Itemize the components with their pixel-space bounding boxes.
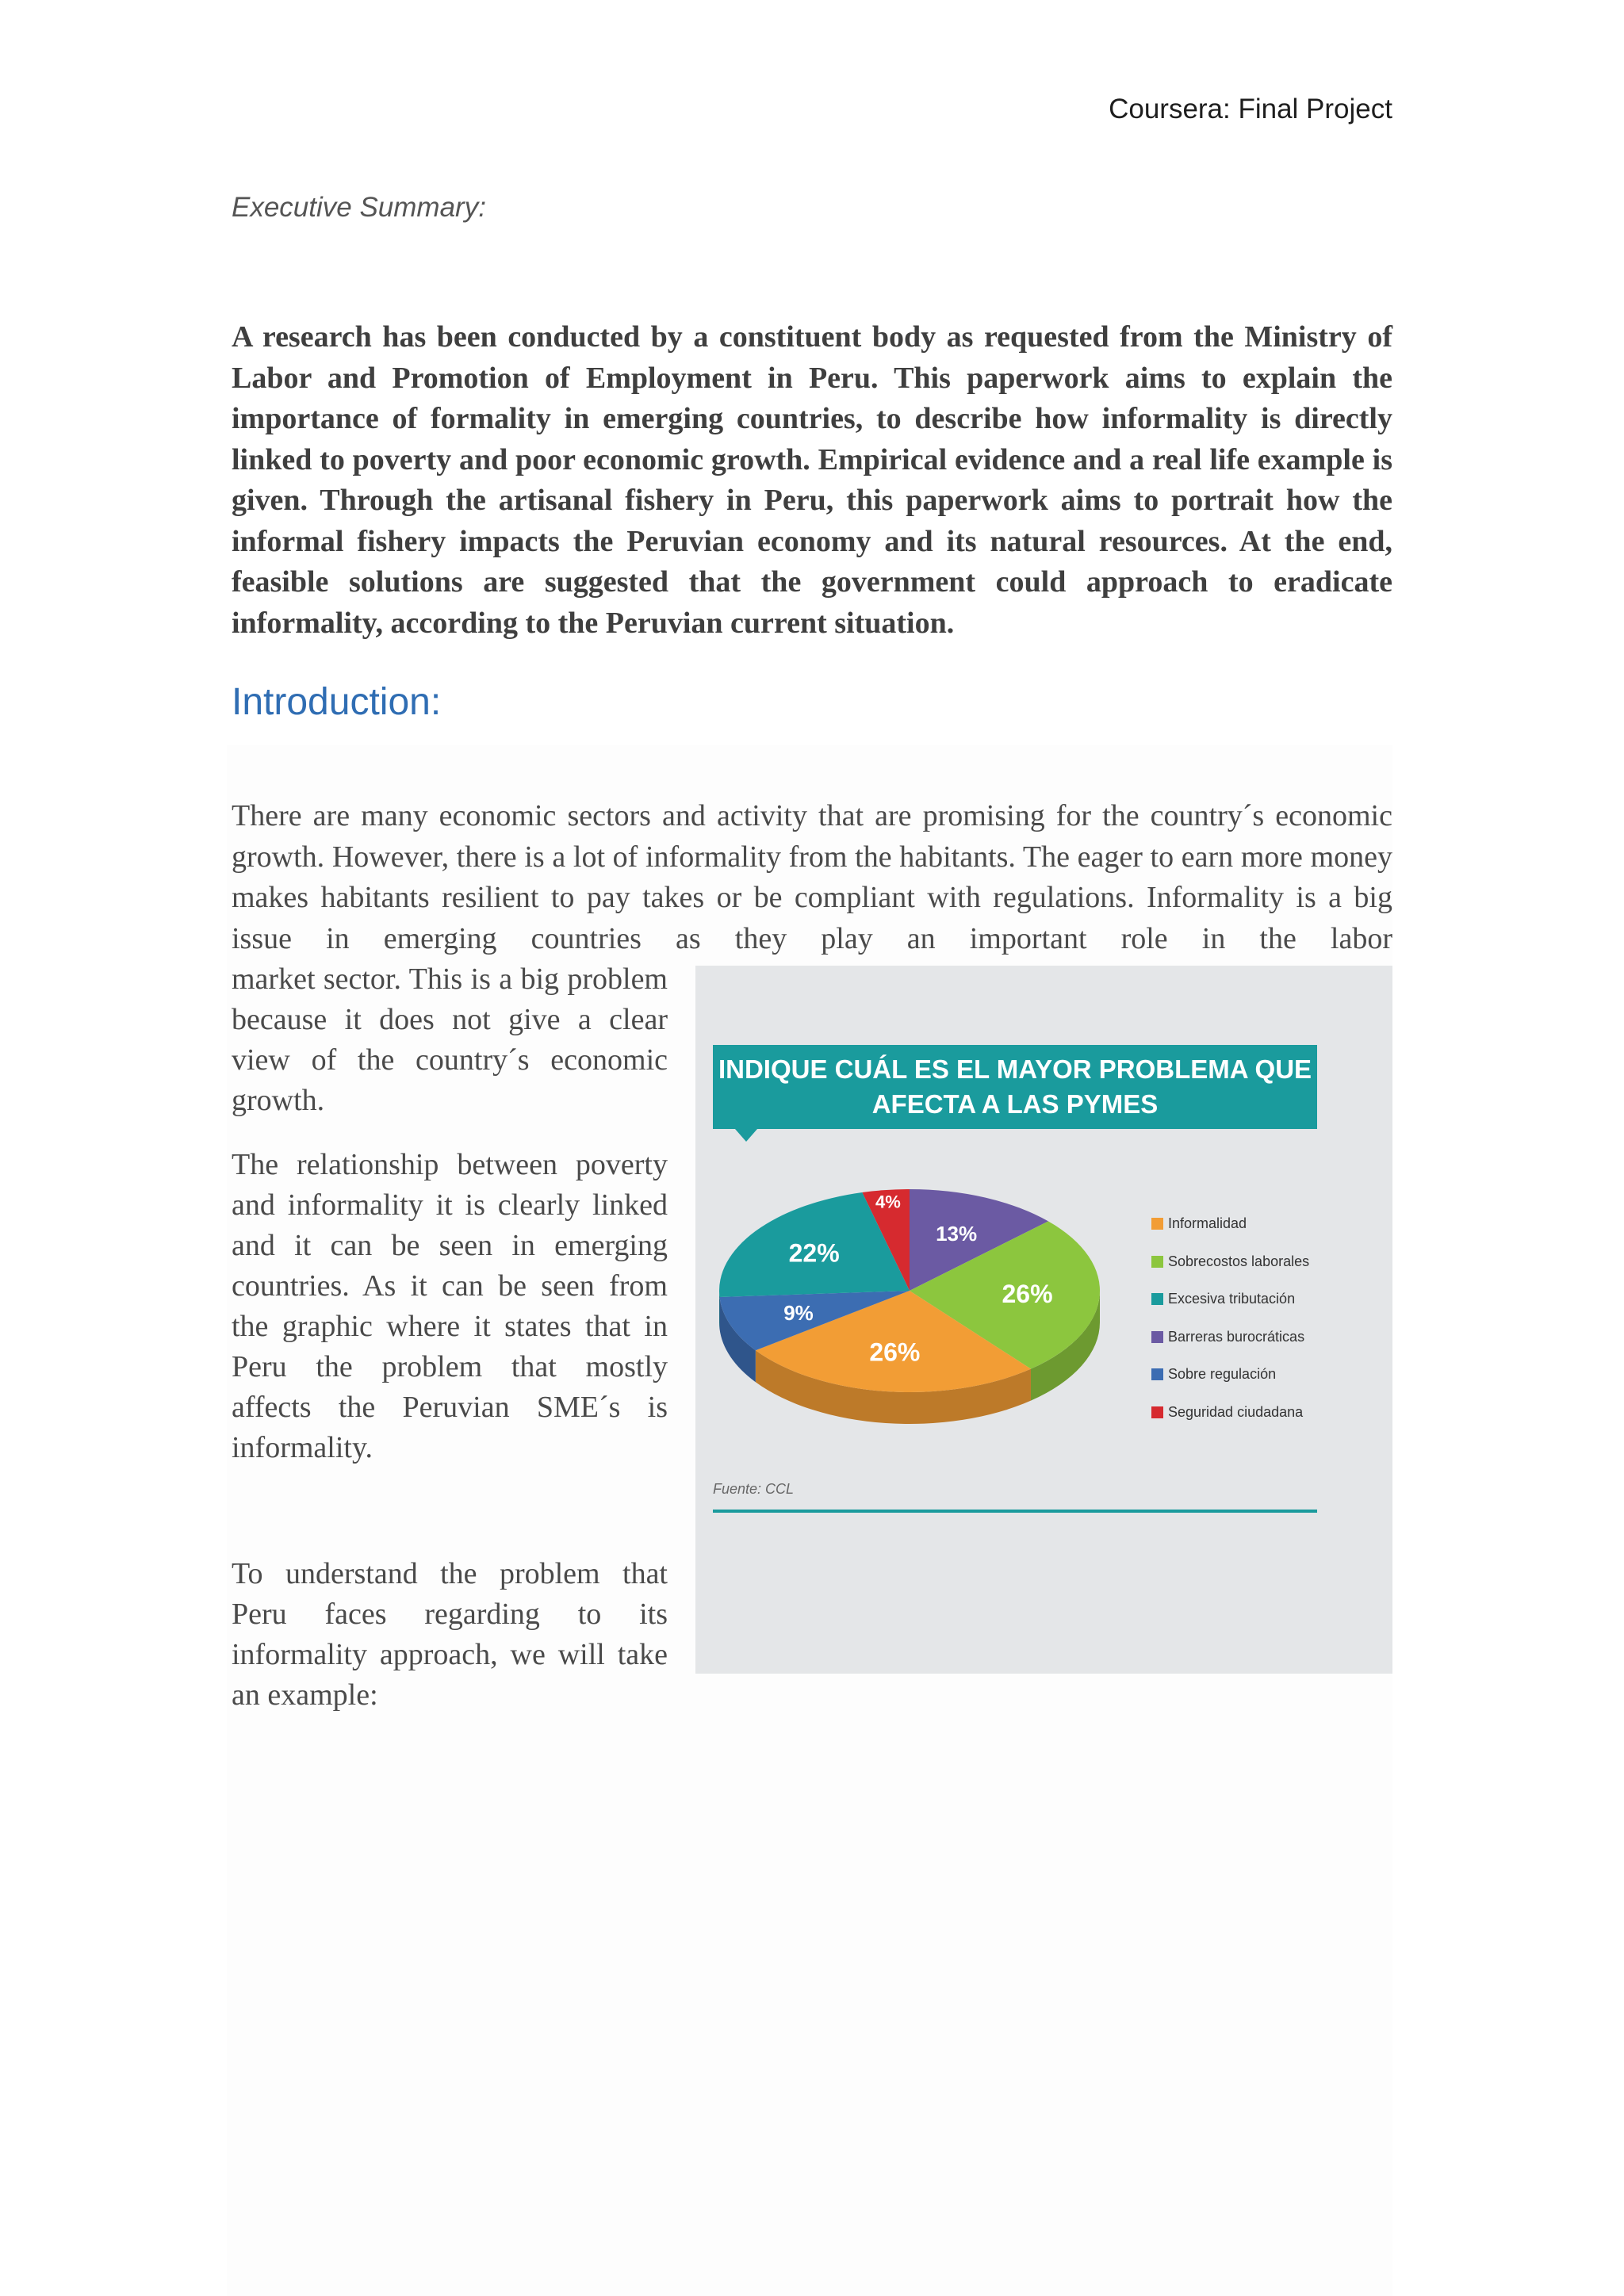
legend-label: Barreras burocráticas	[1168, 1328, 1305, 1345]
chart-rule	[713, 1510, 1317, 1513]
legend-swatch	[1151, 1256, 1163, 1268]
pie-label-seguridad-ciudadana: 4%	[875, 1192, 901, 1212]
legend-item	[1151, 1394, 1309, 1432]
legend-item	[1151, 1356, 1309, 1394]
introduction-paragraph	[232, 796, 1392, 959]
introduction-heading: Introduction:	[232, 681, 442, 723]
executive-summary-text: A research has been conducted by a constituent body as requested from the Ministry of Labor and Promotion of Employment in Peru. This paperwork aims to explain the importance of formality in emerging countries, to describe how informality is directly linked to poverty and poor economic growth. Empirical evidence and a real life example is given. Through the artisanal fishery in Peru, this paperwork aims to portrait how the informal fishery impacts the Peruvian economy and its natural resources. At the end, feasible solutions are suggested that the government could approach to eradicate informality, according to the Peruvian current situation.	[232, 320, 1392, 640]
legend-label: Excesiva tributación	[1168, 1291, 1296, 1307]
legend-label: Seguridad ciudadana	[1168, 1403, 1304, 1420]
legend-swatch	[1151, 1331, 1163, 1343]
example-paragraph: To understand the problem that Peru faces regarding to its informality approach, we will take an example:	[232, 1557, 668, 1712]
pie-label-sobre-regulaci-n: 9%	[783, 1300, 814, 1325]
legend-item	[1151, 1318, 1309, 1357]
chart-legend	[1151, 1205, 1309, 1431]
legend-item	[1151, 1205, 1309, 1243]
pie-label-informalidad: 26%	[869, 1337, 921, 1367]
pie-label-barreras-burocr-ticas: 13%	[936, 1222, 978, 1246]
introduction-paragraph-continued: market sector. This is a big problem because it does not give a clear view of the country´s economic growth.	[232, 962, 668, 1117]
legend-item	[1151, 1280, 1309, 1318]
pie-label-sobrecostos-laborales: 26%	[1002, 1279, 1053, 1308]
chart-title-line-2: AFECTA A LAS PYMES	[871, 1089, 1159, 1119]
legend-label: Sobrecostos laborales	[1168, 1253, 1310, 1269]
legend-swatch	[1151, 1368, 1163, 1380]
pie-chart-figure	[695, 966, 1392, 1674]
legend-swatch	[1151, 1218, 1163, 1230]
poverty-paragraph: The relationship between poverty and informality it is clearly linked and it can be seen in emerging countries. As it can be seen from the graphic where it states that in Peru the problem that mostly affects the Peruvian SME´s is informality.	[232, 1148, 668, 1464]
page-header: Coursera: Final Project	[1109, 94, 1392, 124]
chart-title-line-1: INDIQUE CUÁL ES EL MAYOR PROBLEMA QUE	[718, 1054, 1312, 1084]
pie-label-excesiva-tributaci-n: 22%	[788, 1238, 840, 1268]
chart-source: Fuente: CCL	[713, 1481, 795, 1497]
legend-item	[1151, 1243, 1309, 1281]
introduction-paragraph-text: There are many economic sectors and activity that are promising for the country´s economic growth. However, there is a lot of informality from the habitants. The eager to earn more money makes habitants resilient to pay takes or be compliant with regulations. Informality is a big issue in emerging countries as they play an important role in the labor	[232, 799, 1392, 955]
legend-label: Sobre regulación	[1168, 1366, 1277, 1383]
legend-swatch	[1151, 1293, 1163, 1305]
legend-swatch	[1151, 1406, 1163, 1418]
legend-label: Informalidad	[1168, 1215, 1247, 1232]
executive-summary-heading: Executive Summary:	[232, 192, 486, 223]
